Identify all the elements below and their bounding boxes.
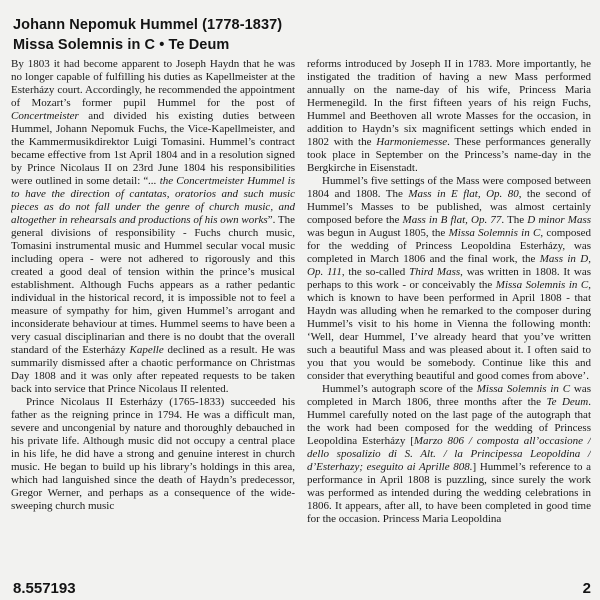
text-run: . These performances generally took place in September on the Princess’s name-day in the Bergkirche in Eisenstadt. [307,136,591,174]
text-run: Mass in B flat, Op. 77 [402,214,502,226]
text-columns [0,55,600,526]
text-run: , the second of Hummel’s Masses to be published, was almost certainly composed before the [307,188,591,226]
text-run: was completed in March 1806, three months after the [307,383,591,408]
text-run: Missa Solemnis in C [448,227,541,239]
text-run: D minor Mass [527,214,591,226]
text-run: declined as a result. He was summarily dismissed after a chaotic performance on Christmas Day 1808 and it was only after repeated requests to be taken back into service that Prince Nicolaus II relented. [11,344,295,395]
paragraph [11,58,295,396]
text-run: Prince Nicolaus II Esterházy (1765-1833) succeeded his father as the reigning prince in 1794. He was a difficult man, severe and uncongenial by nature and thoroughly debauched in his private life. Although music did not occupy a central place in his life, he did have a strong and genuine interest in church music. He began to build up his library’s holdings in this area, which had languished since the death of Haydn’s predecessor, Gregor Werner, and perhaps as a consequence of the wide-sweeping church music [11,396,295,512]
text-run: and divided his existing duties between Hummel, Johann Nepomuk Fuchs, the Vice-Kapellmeister, and the Kammermusikdirektor Luigi Tomasini. Hummel’s contract became effective from 1st April 1804 and in a resolution signed by Prince Nicolaus II on 23rd June 1804 his responsibilities were outlined in some detail: “ [11,110,295,187]
text-run: Harmoniemesse [376,136,448,148]
page-header [0,0,600,55]
text-run: Missa Solemnis in C [495,279,589,291]
composer-title: Johann Nepomuk Hummel (1778-1837) [13,17,283,33]
text-run: Mass in E flat, Op. 80 [408,188,519,200]
paragraph [11,396,295,513]
paragraph [307,383,591,526]
text-run: Third Mass [409,266,461,278]
text-run: ... the Concertmeister Hummel is to have the direction of cantatas, oratorios and such music pieces as do not fall under the genre of church music, and altogether in rehearsals and productions of his own works [11,175,295,226]
text-run: Missa Solemnis in C [476,383,571,395]
text-run: By 1803 it had become apparent to Joseph Haydn that he was no longer capable of fulfilling his duties as Kapellmeister at the Esterházy court. Accordingly, he recommended the appointment of Mozart’s former pupil Hummel for the post of [11,58,295,109]
page-number: 2 [582,580,591,597]
work-title: Missa Solemnis in C • Te Deum [13,37,230,53]
text-run: Hummel’s five settings of the Mass were composed between 1804 and 1808. The [307,175,591,200]
text-run: . Hummel carefully noted on the last page of the autograph that the work had been composed for the wedding of Princess Leopoldina Esterházy [ [307,396,591,447]
paragraph [307,58,591,175]
text-run: Mass in D, Op. 111 [307,253,591,278]
right-column [307,58,591,526]
text-run: reforms introduced by Joseph II in 1783. More importantly, he instigated the tradition of having a new Mass performed annually on the name-day of his wife, Princess Maria Hermenegild. In the first fifteen years of his reign Fuchs, Hummel and Beethoven all wrote Masses for the occasion, in addition to Haydn’s six magnificent settings which ended in 1802 with the [307,58,591,148]
catalog-number: 8.557193 [13,580,76,597]
paragraph [307,175,591,383]
text-run: ] Hummel’s reference to a performance in April 1808 is puzzling, since surely the work was performed as intended during the wedding celebrations in 1806. It appears, after all, to have been completed in good time for the occasion. Princess Maria Leopoldina [307,461,591,525]
text-run: Concertmeister [11,110,79,122]
text-run: Kapelle [129,344,164,356]
page-footer [13,580,591,597]
text-run: , the so-called [341,266,410,278]
text-run: Te Deum [546,396,589,408]
text-run: Hummel’s autograph score of the [322,383,477,395]
left-column [11,58,295,526]
text-run: ”. The general divisions of responsibility - Fuchs church music, Tomasini instrumental music and Hummel secular vocal music including opera - were not adhered to rigorously and this created a good deal of tension within the prince’s musical establishment. Although Fuchs appears as a rather pedantic individual in the historical record, it is impossible not to feel a measure of sympathy for him, given Hummel’s arrogant and inconsiderate behaviour at times. Hummel seems to have been a very casual disciplinarian and there is no doubt that the overall standard of the Esterházy [11,214,295,356]
text-run: , composed for the wedding of Princess Leopoldina Esterházy, was completed in March 1806 and the final work, the [307,227,591,265]
text-run: . The [501,214,528,226]
text-run: , was written in 1808. It was perhaps to this work - or conceivably the [307,266,591,291]
text-run: Marzo 806 / composta all’occasione / dello sposalizio di S. Alt. / la Principessa Leopoldina / d’Esterhazy; eseguito ai Aprille 808. [307,435,591,473]
text-run: , which is known to have been performed in April 1808 - that Haydn was alluding when he remarked to the composer during Hummel’s visit to his home in Vienna the following month: ‘Well, dear Hummel, I’ve already heard that you’ve written such a beautiful Mass and was pleased about it. I often said to you that you would be somebody. Continue like this and consider that everything beautiful and good comes from above’. [307,279,591,382]
text-run: was begun in August 1805, the [307,227,449,239]
